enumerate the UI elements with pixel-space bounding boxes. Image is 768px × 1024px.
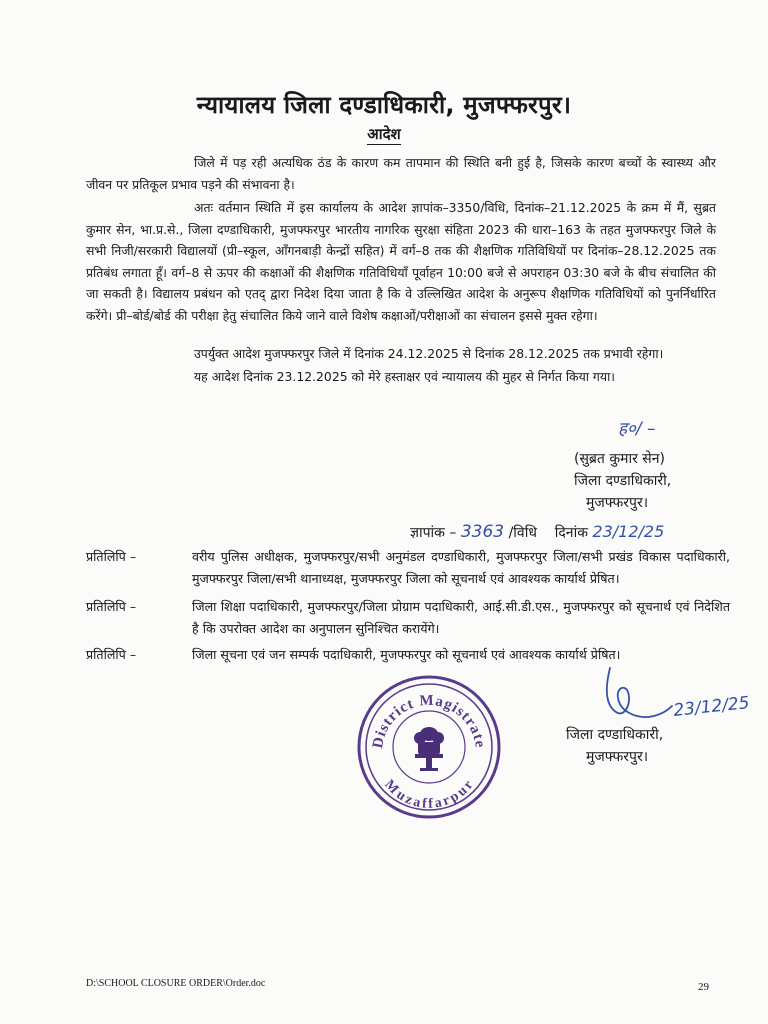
- final-designation: जिला दण्डाधिकारी,: [566, 727, 664, 743]
- reference-label: ज्ञापांक –: [410, 525, 457, 541]
- copy-label: प्रतिलिपि –: [86, 599, 137, 614]
- svg-text:District Magistrate: [370, 693, 488, 750]
- stamp-top-text: District Magistrate: [369, 692, 488, 750]
- final-signature-block: [566, 724, 716, 768]
- copy-text: जिला सूचना एवं जन सम्पर्क पदाधिकारी, मुजफ्फरपुर को सूचनार्थ एवं आवश्यक कार्यार्थ प्रेषित।: [192, 647, 621, 662]
- page-title: न्यायालय जिला दण्डाधिकारी, मुजफ्फरपुर।: [196, 91, 572, 119]
- paragraph-3: उपर्युक्त आदेश मुजफ्फरपुर जिले में दिनांक 24.12.2025 से दिनांक 28.12.2025 तक प्रभावी रहेगा।: [194, 346, 664, 361]
- reference-date-label: दिनांक: [554, 525, 588, 541]
- copy-entry: [86, 596, 730, 642]
- paragraph-1: जिले में पड़ रही अत्यधिक ठंड के कारण कम तापमान की स्थिति बनी हुई है, जिसके कारण बच्चों के स्वास्थ्य और जीवन पर प्रतिकूल प्रभाव पड़ने की संभावना है।: [86, 155, 716, 192]
- signatory-place: मुजफ्फरपुर।: [586, 495, 649, 511]
- handwritten-signed-mark: ह०/ –: [618, 419, 656, 439]
- footer-file-path: D:\SCHOOL CLOSURE ORDER\Order.doc: [86, 978, 266, 989]
- reference-line: [410, 522, 664, 542]
- copy-label: प्रतिलिपि –: [86, 549, 137, 564]
- order-heading: [0, 124, 768, 144]
- reference-number: 3363: [460, 522, 505, 542]
- stamp-bottom-text: Muzaffarpur: [381, 777, 478, 812]
- copy-text: जिला शिक्षा पदाधिकारी, मुजफ्फरपुर/जिला प्रोग्राम पदाधिकारी, आई.सी.डी.एस., मुजफ्फरपुर को सूचनार्थ एवं निदेशित है कि उपरोक्त आदेश का अनुपालन सुनिश्चित करायेंगे।: [192, 599, 730, 636]
- copy-entry: [86, 546, 730, 592]
- copy-text: वरीय पुलिस अधीक्षक, मुजफ्फरपुर/सभी अनुमंडल दण्डाधिकारी, मुजफ्फरपुर जिला/सभी प्रखंड विकास पदाधिकारी, मुजफ्फरपुर जिला/सभी थानाध्यक्ष, मुजफ्फरपुर जिला को सूचनार्थ एवं आवश्यक कार्यार्थ प्रेषित।: [192, 549, 730, 586]
- signature-block: [574, 448, 724, 514]
- national-emblem-icon: [414, 727, 444, 771]
- final-place: मुजफ्फरपुर।: [586, 749, 649, 765]
- order-heading-text: आदेश: [367, 125, 401, 143]
- copy-label: प्रतिलिपि –: [86, 647, 137, 662]
- signatory-designation: जिला दण्डाधिकारी,: [574, 473, 672, 489]
- page-number: 29: [698, 981, 709, 993]
- reference-section: /विधि: [508, 525, 537, 541]
- signatory-name: (सुब्रत कुमार सेन): [574, 451, 665, 467]
- reference-date: 23/12/25: [592, 522, 665, 541]
- paragraph-2: अतः वर्तमान स्थिति में इस कार्यालय के आदेश ज्ञापांक–3350/विधि, दिनांक–21.12.2025 के क्रम में मैं, सुब्रत कुमार सेन, भा.प्र.से., जिला दण्डाधिकारी, मुजफ्फरपुर भारतीय नागरिक सुरक्षा संहिता 2023 की धारा–163 के तहत मुजफ्फरपुर जिले के सभी निजी/सरकारी विद्यालयों (प्री–स्कूल, ऑंगनबाड़ी केन्द्रों सहित) में वर्ग–8 तक की शैक्षणिक गतिविधियों पर दिनांक–28.12.2025 तक प्रतिबंध लगाता हूँ। वर्ग–8 से ऊपर की कक्षाओं की शैक्षणिक गतिविधियाँ पूर्वाहन 10:00 बजे से अपराहन 03:30 बजे के बीच संचालित की जा सकती है। विद्यालय प्रबंधन को एतद् द्वारा निदेश दिया जाता है कि वे उल्लिखित आदेश के अनुरूप शैक्षणिक गतिविधियों को पुनर्निर्धारित करेंगे। प्री–बोर्ड/बोर्ड की परीक्षा हेतु संचालित किये जाने वाले विशेष कक्षाओं/परीक्षाओं का संचालन इससे मुक्त रहेगा।: [86, 200, 716, 323]
- handwritten-signature-date: 23/12/25: [672, 693, 751, 721]
- district-magistrate-stamp: [354, 672, 504, 822]
- paragraph-4: यह आदेश दिनांक 23.12.2025 को मेरे हस्ताक्षर एवं न्यायालय की मुहर से निर्गत किया गया।: [194, 369, 615, 384]
